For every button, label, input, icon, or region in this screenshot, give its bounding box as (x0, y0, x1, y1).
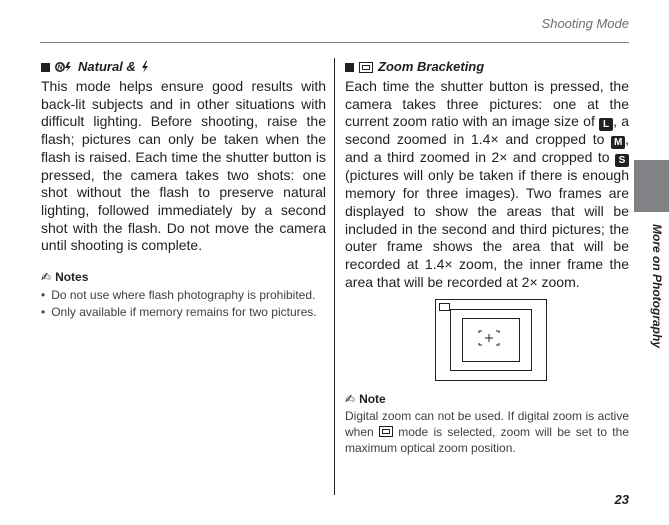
note-title: Note (359, 392, 386, 407)
pencil-icon: ✍ (345, 392, 356, 407)
natural-flash-body: This mode helps ensure good results with back-lit subjects and in other situations with difficult lighting. Before shooting, raise the flash; pictures can only be taken when the flash is raised. Each time the shutter button is pressed, the camera takes two shots: one shot without the flash to preserve natural lighting, followed immediately by a second shot with the flash. Do not move the camera until shooting is complete. (41, 78, 326, 254)
image-size-m-icon: M (611, 136, 625, 149)
zoom-bracketing-mode-icon (359, 62, 373, 73)
image-size-s-icon: S (615, 154, 629, 167)
svg-text:N: N (57, 64, 63, 72)
column-divider (334, 58, 335, 495)
list-item: • Do not use where flash photography is prohibited. (41, 287, 326, 304)
natural-flash-mode-icon (55, 61, 73, 73)
image-size-l-icon: L (599, 118, 613, 131)
note-heading (345, 391, 629, 407)
pencil-icon: ✍ (41, 270, 52, 285)
chapter-tab (634, 160, 669, 212)
natural-flash-heading-text: Natural & (78, 59, 136, 74)
zoom-bracketing-heading (345, 58, 629, 76)
zoom-bracketing-section (345, 58, 629, 456)
zoom-bracketing-heading-text: Zoom Bracketing (378, 59, 485, 74)
page-number: 23 (614, 492, 629, 507)
zoom-bracketing-body: Each time the shutter button is pressed, the camera takes three pictures: one at the current zoom ratio with an image size of L , a second zoomed in 1.4× and cropped to M , and a third zoomed in 2× and cropped to S (pictures will only be taken if there is enough memory for three images). Two frames are displayed to show the areas that will be included in the second and third pictures; the outer frame shows the area that will be recorded at 1.4× zoom, the inner frame the area that will be recorded at 2× zoom. (345, 78, 629, 290)
natural-flash-heading (41, 58, 326, 76)
square-bullet-icon (41, 63, 50, 72)
zoom-bracketing-mode-icon (379, 426, 393, 437)
notes-title: Notes (55, 270, 89, 285)
zoom-bracketing-mode-icon (439, 303, 450, 311)
flash-icon (141, 61, 149, 73)
chapter-label: More on Photography (650, 224, 664, 348)
note-body: Digital zoom can not be used. If digital zoom is active when mode is selected, zoom will be set to the maximum optical zoom position. (345, 409, 629, 456)
notes-list (41, 287, 326, 321)
notes-heading (41, 269, 326, 285)
focus-frame-icon (478, 330, 500, 346)
list-item: • Only available if memory remains for two pictures. (41, 304, 326, 321)
header-rule (40, 42, 629, 43)
square-bullet-icon (345, 63, 354, 72)
running-header: Shooting Mode (541, 16, 629, 31)
natural-flash-section (41, 58, 326, 321)
zoom-frames-illustration (435, 299, 547, 381)
